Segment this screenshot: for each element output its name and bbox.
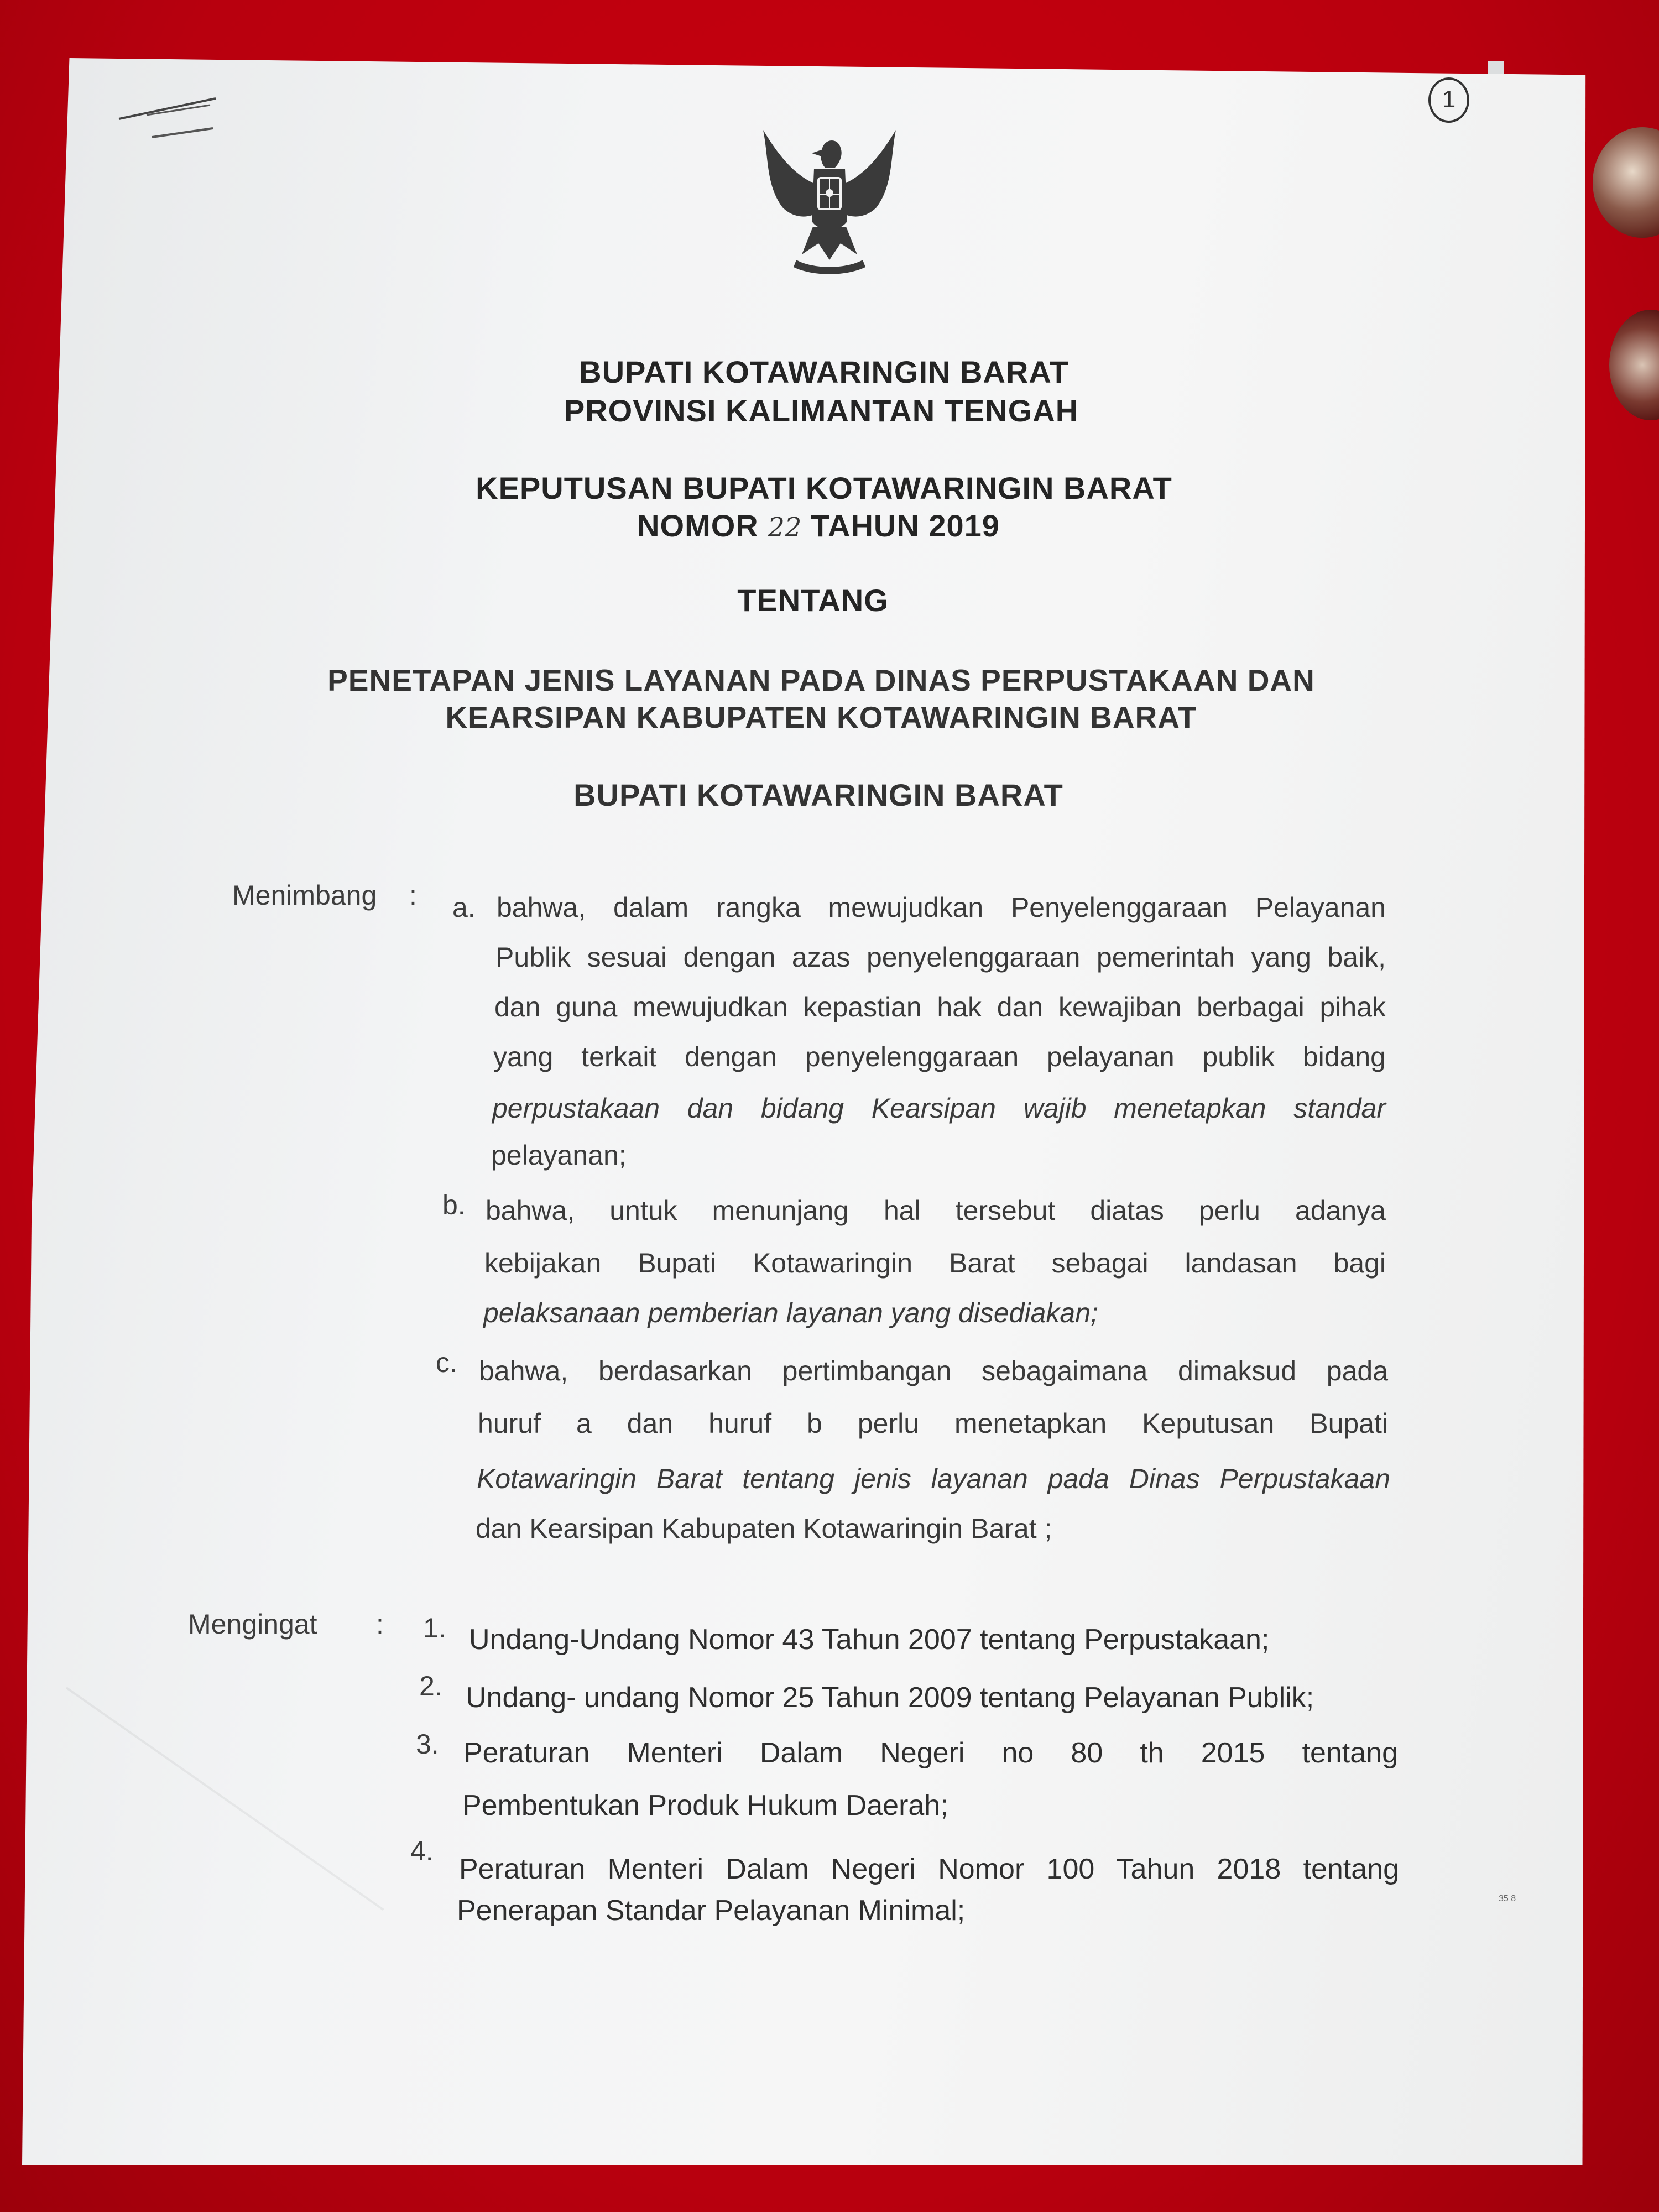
mengingat-colon: : bbox=[376, 1609, 384, 1640]
menimbang-c-line-2: huruf a dan huruf b perlu menetapkan Keputusan Bupati bbox=[478, 1408, 1388, 1439]
decree-number-year: TAHUN 2019 bbox=[810, 508, 1000, 543]
garuda-pancasila-emblem-icon bbox=[752, 124, 907, 279]
mengingat-2-line-1: Undang- undang Nomor 25 Tahun 2009 tentang Pelayanan Publik; bbox=[466, 1682, 1314, 1714]
mengingat-marker-3: 3. bbox=[416, 1729, 439, 1760]
mengingat-4-line-1: Peraturan Menteri Dalam Negeri Nomor 100 Tahun 2018 tentang bbox=[459, 1853, 1399, 1885]
menimbang-a-line-1: bahwa, dalam rangka mewujudkan Penyelenggaraan Pelayanan bbox=[497, 892, 1386, 923]
mengingat-marker-1: 1. bbox=[423, 1613, 446, 1644]
menimbang-marker-c: c. bbox=[436, 1347, 457, 1378]
subject-line-2: KEARSIPAN KABUPATEN KOTAWARINGIN BARAT bbox=[445, 700, 1197, 734]
mengingat-label: Mengingat bbox=[188, 1609, 317, 1640]
decree-number-line bbox=[553, 508, 1084, 544]
province-title: PROVINSI KALIMANTAN TENGAH bbox=[564, 393, 1079, 428]
menimbang-c-line-4: dan Kearsipan Kabupaten Kotawaringin Barat ; bbox=[476, 1513, 1052, 1544]
authority-heading: BUPATI KOTAWARINGIN BARAT bbox=[573, 778, 1063, 812]
mengingat-3-line-2: Pembentukan Produk Hukum Daerah; bbox=[462, 1790, 948, 1822]
menimbang-marker-a: a. bbox=[452, 892, 476, 923]
decree-number-prefix: NOMOR bbox=[637, 508, 759, 543]
pencil-scribble-mark bbox=[113, 88, 224, 149]
mengingat-4-line-2: Penerapan Standar Pelayanan Minimal; bbox=[457, 1895, 966, 1927]
menimbang-label: Menimbang bbox=[232, 880, 377, 911]
tentang-heading: TENTANG bbox=[737, 583, 889, 618]
page-number-text: 1 bbox=[1442, 86, 1456, 113]
menimbang-a-line-6: pelayanan; bbox=[491, 1140, 627, 1171]
menimbang-b-line-3: pelaksanaan pemberian layanan yang disediakan; bbox=[483, 1297, 1098, 1328]
menimbang-c-line-1: bahwa, berdasarkan pertimbangan sebagaimana dimaksud pada bbox=[479, 1355, 1388, 1386]
mengingat-3-line-1: Peraturan Menteri Dalam Negeri no 80 th 2015 tentang bbox=[463, 1737, 1398, 1769]
menimbang-a-line-5: perpustakaan dan bidang Kearsipan wajib menetapkan standar bbox=[492, 1093, 1386, 1124]
menimbang-a-line-2: Publik sesuai dengan azas penyelenggaraan pemerintah yang baik, bbox=[495, 942, 1386, 973]
regent-title: BUPATI KOTAWARINGIN BARAT bbox=[579, 354, 1069, 389]
menimbang-marker-b: b. bbox=[442, 1190, 466, 1220]
menimbang-c-line-3: Kotawaringin Barat tentang jenis layanan pada Dinas Perpustakaan bbox=[477, 1463, 1390, 1494]
subject-line-1: PENETAPAN JENIS LAYANAN PADA DINAS PERPUSTAKAAN DAN bbox=[327, 663, 1315, 697]
menimbang-b-line-2: kebijakan Bupati Kotawaringin Barat sebagai landasan bagi bbox=[484, 1248, 1386, 1279]
mengingat-marker-4: 4. bbox=[410, 1835, 434, 1866]
mengingat-1-line-1: Undang-Undang Nomor 43 Tahun 2007 tentang Perpustakaan; bbox=[469, 1624, 1270, 1656]
menimbang-colon: : bbox=[409, 880, 417, 911]
decree-number-handwritten: 22 bbox=[768, 512, 802, 543]
small-margin-mark: 35 8 bbox=[1499, 1894, 1516, 1903]
mengingat-marker-2: 2. bbox=[419, 1671, 442, 1702]
page-number-circle bbox=[1428, 77, 1469, 123]
menimbang-a-line-3: dan guna mewujudkan kepastian hak dan kewajiban berbagai pihak bbox=[494, 992, 1386, 1022]
menimbang-b-line-1: bahwa, untuk menunjang hal tersebut diatas perlu adanya bbox=[486, 1195, 1386, 1226]
decree-title: KEPUTUSAN BUPATI KOTAWARINGIN BARAT bbox=[476, 471, 1172, 505]
menimbang-a-line-4: yang terkait dengan penyelenggaraan pelayanan publik bidang bbox=[493, 1041, 1386, 1072]
